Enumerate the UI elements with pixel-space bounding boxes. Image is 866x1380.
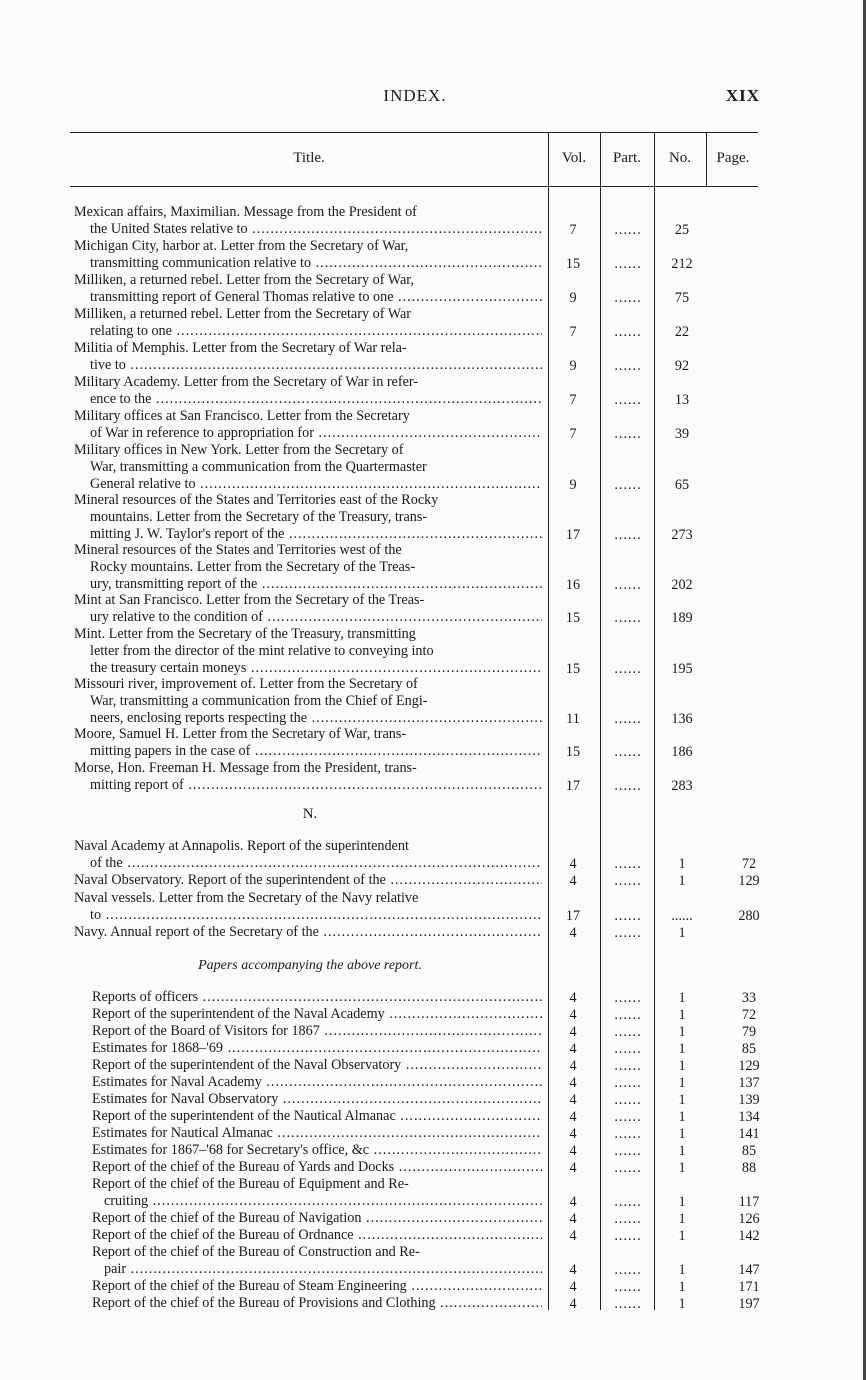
entry-no: 1 (678, 1143, 686, 1159)
entry-title-line: Report of the Board of Visitors for 1867 ..... (92, 1023, 542, 1040)
entry-no: 1 (678, 1193, 686, 1210)
entry-title-line: War, transmitting a communication from the Quartermaster (90, 458, 427, 475)
entry-vol: 15 (565, 743, 581, 760)
entry-no: 136 (671, 710, 693, 727)
entry-part: ...... (614, 1193, 642, 1210)
entry-vol: 4 (569, 1143, 577, 1159)
page-number: XIX (725, 86, 760, 105)
entry-part: ...... (614, 1296, 642, 1312)
page-title: INDEX. (383, 86, 447, 105)
entry-title (92, 1057, 542, 1074)
entry-part: ...... (614, 1261, 642, 1278)
entry-title (92, 1074, 542, 1091)
entry-vol: 9 (569, 476, 577, 493)
entry-title-line: tive to ..... (74, 357, 542, 374)
column-header-vol: Vol. (561, 150, 587, 166)
entry-no: 65 (674, 476, 690, 493)
entry-title (74, 492, 542, 542)
entry-no: 1 (678, 1261, 686, 1278)
entry-title-line: ury relative to the condition of ..... (74, 609, 542, 626)
column-header-title: Title. (293, 150, 325, 166)
column-header-page: Page. (716, 150, 750, 166)
entry-page: 85 (741, 1143, 757, 1159)
entry-no: 75 (674, 289, 690, 306)
entry-title-line: Naval Academy at Annapolis. Report of the superintendent (74, 838, 409, 854)
entry-page: 142 (738, 1228, 760, 1244)
entry-page: 88 (741, 1160, 757, 1176)
entry-title (92, 1023, 542, 1040)
entry-title (74, 442, 542, 492)
entry-vol: 17 (565, 526, 581, 543)
entry-title-line: Naval vessels. Letter from the Secretary of the Navy relative (74, 890, 419, 906)
entry-part: ...... (614, 476, 642, 493)
entry-title (74, 760, 542, 794)
entry-title (92, 1159, 542, 1176)
entry-title-line: transmitting communication relative to ..... (74, 255, 542, 272)
entry-part: ...... (614, 777, 642, 794)
entry-no: 1 (678, 1279, 686, 1295)
entry-no: 1 (678, 1058, 686, 1074)
entry-vol: 4 (569, 925, 577, 941)
entry-no: 189 (671, 609, 693, 626)
entry-title-line: of War in reference to appropriation for ..... (74, 425, 542, 442)
entry-title-line: Report of the superintendent of the Naval Academy ..... (92, 1006, 542, 1023)
entry-title-line: transmitting report of General Thomas relative to one ..... (74, 289, 542, 306)
entry-no: 202 (671, 576, 693, 593)
entry-no: 25 (674, 221, 690, 238)
entry-part: ...... (614, 710, 642, 727)
entry-title-line: relating to one ..... (74, 323, 542, 340)
entry-no: 1 (678, 1296, 686, 1312)
entry-title-line: Estimates for 1867–'68 for Secretary's office, &c ..... (92, 1142, 542, 1159)
entry-title (92, 1244, 542, 1278)
entry-title-line: Rocky mountains. Letter from the Secretary of the Treas- (90, 558, 416, 575)
entry-page: 141 (738, 1126, 760, 1142)
entry-title (92, 1295, 542, 1312)
entry-title-line: Reports of officers ..... (92, 989, 542, 1006)
entry-vol: 4 (569, 1228, 577, 1244)
entry-title (92, 1278, 542, 1295)
entry-title (92, 1125, 542, 1142)
entry-page: 129 (738, 873, 760, 889)
entry-no: 186 (671, 743, 693, 760)
entry-title (74, 676, 542, 726)
entry-title-line: Report of the superintendent of the Naval Observatory ..... (92, 1057, 542, 1074)
entry-no: 1 (678, 1160, 686, 1176)
entry-title (92, 1142, 542, 1159)
entry-vol: 4 (569, 1296, 577, 1312)
entry-title-line: Mineral resources of the States and Territories west of the (74, 542, 402, 558)
entry-title-line: Michigan City, harbor at. Letter from the Secretary of War, (74, 238, 409, 254)
entry-title-line: mitting report of ..... (74, 777, 542, 794)
entry-part: ...... (614, 255, 642, 272)
entry-title-line: Milliken, a returned rebel. Letter from the Secretary of War, (74, 272, 414, 288)
entry-title (92, 1091, 542, 1108)
entry-title (92, 989, 542, 1006)
entry-vol: 15 (565, 255, 581, 272)
entry-vol: 17 (565, 777, 581, 794)
entry-part: ...... (614, 925, 642, 941)
entry-vol: 4 (569, 1279, 577, 1295)
entry-no: 212 (671, 255, 693, 272)
entry-part: ...... (614, 289, 642, 306)
entry-part: ...... (614, 1143, 642, 1159)
entry-no: 195 (671, 660, 693, 677)
entry-page: 137 (738, 1075, 760, 1091)
entry-no: 1 (678, 925, 686, 941)
entry-part: ...... (614, 1160, 642, 1176)
entry-part: ...... (614, 1075, 642, 1091)
entry-title-line: Mexican affairs, Maximilian. Message from the President of (74, 204, 417, 220)
entry-part: ...... (614, 357, 642, 374)
entry-part: ...... (614, 1228, 642, 1244)
entry-title-line: Estimates for 1868–'69 ..... (92, 1040, 542, 1057)
entry-title-line: Estimates for Naval Observatory ..... (92, 1091, 542, 1108)
entry-title (92, 1210, 542, 1227)
entry-vol: 4 (569, 1075, 577, 1091)
entry-vol: 7 (569, 221, 577, 238)
entry-vol: 17 (565, 907, 581, 924)
entry-no: 273 (671, 526, 693, 543)
entry-no: 22 (674, 323, 690, 340)
entry-no: 1 (678, 990, 686, 1006)
entry-title (74, 726, 542, 760)
entry-title-line: Report of the chief of the Bureau of Ordnance ..... (92, 1227, 542, 1244)
entry-title (74, 626, 542, 676)
entry-part: ...... (614, 609, 642, 626)
entry-no: 283 (671, 777, 693, 794)
entry-vol: 15 (565, 609, 581, 626)
entry-title-line: Report of the chief of the Bureau of Navigation ..... (92, 1210, 542, 1227)
entry-vol: 9 (569, 357, 577, 374)
entry-no: 1 (678, 1007, 686, 1023)
entry-title-line: Naval Observatory. Report of the superintendent of the ..... (74, 872, 542, 889)
entry-vol: 11 (566, 710, 580, 727)
entry-part: ...... (614, 1007, 642, 1023)
entry-part: ...... (614, 990, 642, 1006)
entry-title-line: the United States relative to ..... (74, 221, 542, 238)
entry-title-line: Militia of Memphis. Letter from the Secretary of War rela- (74, 340, 407, 356)
entry-title (74, 272, 542, 306)
entry-title-line: Missouri river, improvement of. Letter from the Secretary of (74, 676, 418, 692)
entry-title-line: Report of the chief of the Bureau of Provisions and Clothing ..... (92, 1295, 542, 1312)
entry-no: 1 (678, 1092, 686, 1108)
entry-title-line: ury, transmitting report of the ..... (74, 576, 542, 593)
entry-no: 1 (678, 1228, 686, 1244)
entry-page: 197 (738, 1296, 760, 1312)
entry-vol: 4 (569, 1007, 577, 1023)
entry-vol: 4 (569, 1024, 577, 1040)
entry-title (92, 1040, 542, 1057)
entry-part: ...... (614, 873, 642, 889)
entry-no: 1 (678, 1075, 686, 1091)
entry-title-line: Mint. Letter from the Secretary of the Treasury, transmitting (74, 626, 416, 642)
entry-title-line: Estimates for Nautical Almanac ..... (92, 1125, 542, 1142)
entry-part: ...... (614, 526, 642, 543)
entry-no: 1 (678, 1041, 686, 1057)
entry-title (92, 1227, 542, 1244)
entry-title (92, 1006, 542, 1023)
entry-vol: 7 (569, 425, 577, 442)
entry-vol: 4 (569, 1109, 577, 1125)
entry-vol: 4 (569, 1041, 577, 1057)
entry-vol: 4 (569, 990, 577, 1006)
entry-vol: 9 (569, 289, 577, 306)
entry-title-line: mountains. Letter from the Secretary of the Treasury, trans- (90, 508, 428, 525)
entry-title-line: Report of the chief of the Bureau of Steam Engineering ..... (92, 1278, 542, 1295)
section-letter: N. (302, 806, 318, 822)
entry-title-line: pair ..... (92, 1261, 542, 1278)
entry-title-line: mitting J. W. Taylor's report of the ..... (74, 526, 542, 543)
entry-page: 72 (741, 855, 757, 872)
entry-title-line: Mint at San Francisco. Letter from the Secretary of the Treas- (74, 592, 425, 608)
entry-page: 85 (741, 1041, 757, 1057)
entry-no: 1 (678, 855, 686, 872)
entry-vol: 4 (569, 1092, 577, 1108)
entry-page: 147 (738, 1261, 760, 1278)
entry-page: 33 (741, 990, 757, 1006)
entry-vol: 4 (569, 1126, 577, 1142)
entry-part: ...... (614, 576, 642, 593)
entry-no: 1 (678, 1211, 686, 1227)
entry-part: ...... (614, 1109, 642, 1125)
entry-page: 139 (738, 1092, 760, 1108)
entry-title-line: Military offices at San Francisco. Letter from the Secretary (74, 408, 410, 424)
entry-page: 72 (741, 1007, 757, 1023)
entry-title-line: Report of the superintendent of the Nautical Almanac ..... (92, 1108, 542, 1125)
entry-title (74, 592, 542, 626)
entry-page: 280 (738, 907, 760, 924)
entry-part: ...... (614, 1092, 642, 1108)
entry-title (92, 1108, 542, 1125)
entry-part: ...... (614, 1024, 642, 1040)
entry-page: 134 (738, 1109, 760, 1125)
entry-vol: 4 (569, 855, 577, 872)
entry-title (74, 238, 542, 272)
entry-title-line: to ..... (74, 907, 542, 924)
entry-vol: 7 (569, 323, 577, 340)
entry-title (74, 204, 542, 238)
entry-title (74, 542, 542, 592)
entry-title (74, 838, 542, 872)
entry-part: ...... (614, 1058, 642, 1074)
entry-title-line: Report of the chief of the Bureau of Yards and Docks ..... (92, 1159, 542, 1176)
entry-vol: 16 (565, 576, 581, 593)
entry-title-line: the treasury certain moneys ..... (74, 660, 542, 677)
entry-part: ...... (614, 425, 642, 442)
entry-part: ...... (614, 1126, 642, 1142)
entry-part: ...... (614, 743, 642, 760)
entry-page: 117 (738, 1193, 760, 1210)
entry-no: 1 (678, 1126, 686, 1142)
entry-part: ...... (614, 221, 642, 238)
entry-page: 79 (741, 1024, 757, 1040)
entry-title-line: Moore, Samuel H. Letter from the Secretary of War, trans- (74, 726, 407, 742)
entry-title-line: War, transmitting a communication from the Chief of Engi- (90, 692, 428, 709)
entry-title-line: letter from the director of the mint relative to conveying into (90, 642, 434, 659)
entry-vol: 4 (569, 873, 577, 889)
entry-title (74, 408, 542, 442)
entry-title-line: neers, enclosing reports respecting the ..... (74, 710, 542, 727)
entry-vol: 7 (569, 391, 577, 408)
entry-title (74, 924, 542, 941)
entry-no: 1 (678, 1109, 686, 1125)
running-head (70, 86, 760, 110)
entry-title-line: General relative to ..... (74, 476, 542, 493)
column-header-no: No. (668, 150, 692, 166)
entry-no: 1 (678, 873, 686, 889)
entry-no: 39 (674, 425, 690, 442)
entry-title (74, 340, 542, 374)
entry-vol: 4 (569, 1058, 577, 1074)
entry-title (74, 872, 542, 889)
entry-no: 13 (674, 391, 690, 408)
entry-title-line: Mineral resources of the States and Territories east of the Rocky (74, 492, 439, 508)
entry-page: 126 (738, 1211, 760, 1227)
entry-title-line: of the ..... (74, 855, 542, 872)
entry-vol: 4 (569, 1193, 577, 1210)
entry-page: 129 (738, 1058, 760, 1074)
column-header-part: Part. (613, 150, 641, 166)
entry-title-line: Report of the chief of the Bureau of Equipment and Re- (92, 1176, 409, 1192)
entry-title-line: Milliken, a returned rebel. Letter from the Secretary of War (74, 306, 411, 322)
entry-title-line: Military offices in New York. Letter from the Secretary of (74, 442, 404, 458)
entry-part: ...... (614, 907, 642, 924)
entry-title (74, 306, 542, 340)
entry-no: ...... (671, 907, 693, 924)
entry-page: 171 (738, 1279, 760, 1295)
entry-part: ...... (614, 1211, 642, 1227)
entry-no: 1 (678, 1024, 686, 1040)
entry-title-line: ence to the ..... (74, 391, 542, 408)
entry-title-line: Navy. Annual report of the Secretary of the ..... (74, 924, 542, 941)
entry-title (92, 1176, 542, 1210)
entry-title-line: Estimates for Naval Academy ..... (92, 1074, 542, 1091)
entry-vol: 4 (569, 1211, 577, 1227)
entry-title (74, 890, 542, 924)
entry-title-line: Report of the chief of the Bureau of Construction and Re- (92, 1244, 420, 1260)
entry-part: ...... (614, 1279, 642, 1295)
entry-title-line: mitting papers in the case of ..... (74, 743, 542, 760)
entry-vol: 4 (569, 1261, 577, 1278)
entry-part: ...... (614, 855, 642, 872)
entry-part: ...... (614, 660, 642, 677)
subheading: Papers accompanying the above report. (198, 958, 422, 973)
entry-title (74, 374, 542, 408)
entry-title-line: cruiting ..... (92, 1193, 542, 1210)
entry-title-line: Morse, Hon. Freeman H. Message from the President, trans- (74, 760, 417, 776)
entry-part: ...... (614, 323, 642, 340)
entry-part: ...... (614, 391, 642, 408)
entry-no: 92 (674, 357, 690, 374)
entry-vol: 15 (565, 660, 581, 677)
entry-title-line: Military Academy. Letter from the Secretary of War in refer- (74, 374, 419, 390)
entry-vol: 4 (569, 1160, 577, 1176)
entry-part: ...... (614, 1041, 642, 1057)
